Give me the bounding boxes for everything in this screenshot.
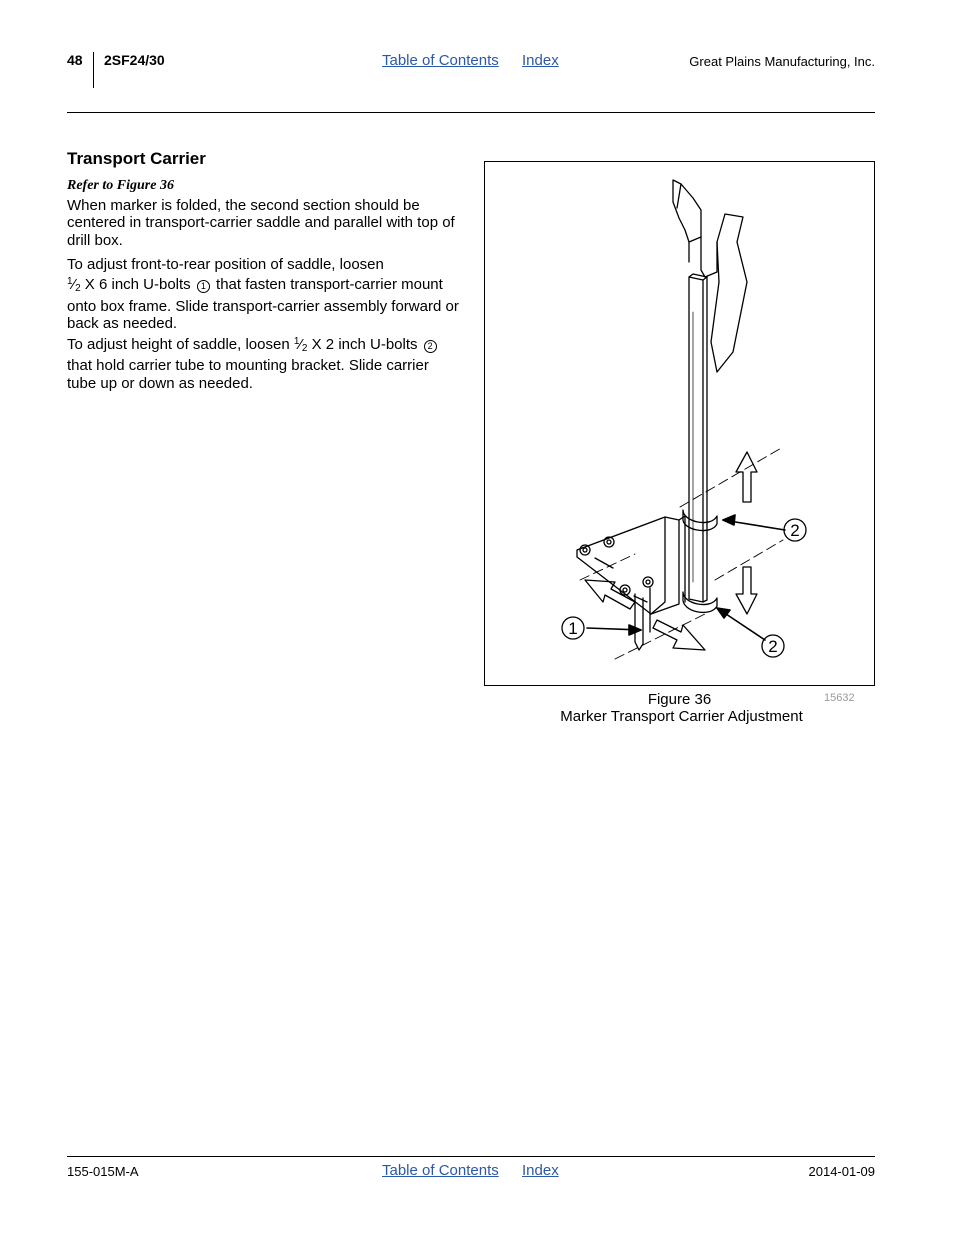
down-arrow-icon [736, 567, 757, 614]
callout-2-upper: 2 [790, 521, 800, 540]
u-bolt-upper [683, 510, 717, 531]
doc-date: 2014-01-09 [808, 1164, 875, 1179]
index-link-header[interactable]: Index [522, 52, 559, 69]
fraction-half: $^1⁄_2$ [67, 276, 81, 295]
transport-carrier-illustration [485, 162, 874, 685]
page-number: 48 [67, 52, 83, 68]
p3-text-a: To adjust height of saddle, loosen [67, 336, 290, 353]
carrier-tube [689, 277, 703, 602]
figure-id: 15632 [824, 692, 855, 704]
forward-arrow-icon [653, 620, 705, 650]
company-name: Great Plains Manufacturing, Inc. [689, 54, 875, 69]
p3-text-c: that hold carrier tube to mounting bracket. Slide carrier tube up or down as needed. [67, 357, 429, 392]
model-name: 2SF24/30 [104, 52, 165, 68]
figure-reference: Refer to Figure 36 [67, 178, 174, 193]
index-link-footer[interactable]: Index [522, 1162, 559, 1179]
u-bolt-lower [683, 592, 717, 612]
figure-caption: Marker Transport Carrier Adjustment [560, 708, 803, 725]
paragraph-1: When marker is folded, the second section should be centered in transport-carrier saddle and parallel with top of drill box. [67, 197, 455, 249]
p2-text-a: To adjust front-to-rear position of saddle, loosen [67, 256, 384, 273]
header-rule [67, 112, 875, 113]
saddle-hook [673, 180, 701, 242]
callout-1-icon: 1 [197, 280, 210, 293]
callout-2-lower: 2 [768, 637, 778, 656]
footer-rule [67, 1156, 875, 1157]
p2-text-b: X 6 inch U-bolts [80, 276, 191, 294]
paragraph-2 [67, 256, 459, 332]
header-divider [93, 52, 94, 88]
up-arrow-icon [736, 452, 757, 502]
p3-text-b: X 2 inch U-bolts [307, 336, 418, 353]
callout-1: 1 [568, 619, 578, 638]
p2-text-c: that fasten transport-carrier mount onto box frame. Slide transport-carrier assembly forward or back as needed. [67, 276, 459, 332]
section-title: Transport Carrier [67, 149, 206, 168]
paragraph-3 [67, 333, 459, 392]
toc-link-footer[interactable]: Table of Contents [382, 1162, 499, 1179]
callout-2-icon: 2 [424, 340, 437, 353]
doc-number: 155-015M-A [67, 1164, 139, 1179]
mounting-bracket [577, 517, 679, 614]
fraction-half: $^1⁄_2$ [293, 336, 308, 354]
figure-number: Figure 36 [647, 691, 712, 708]
toc-link-header[interactable]: Table of Contents [382, 52, 499, 69]
figure-frame [484, 161, 875, 686]
